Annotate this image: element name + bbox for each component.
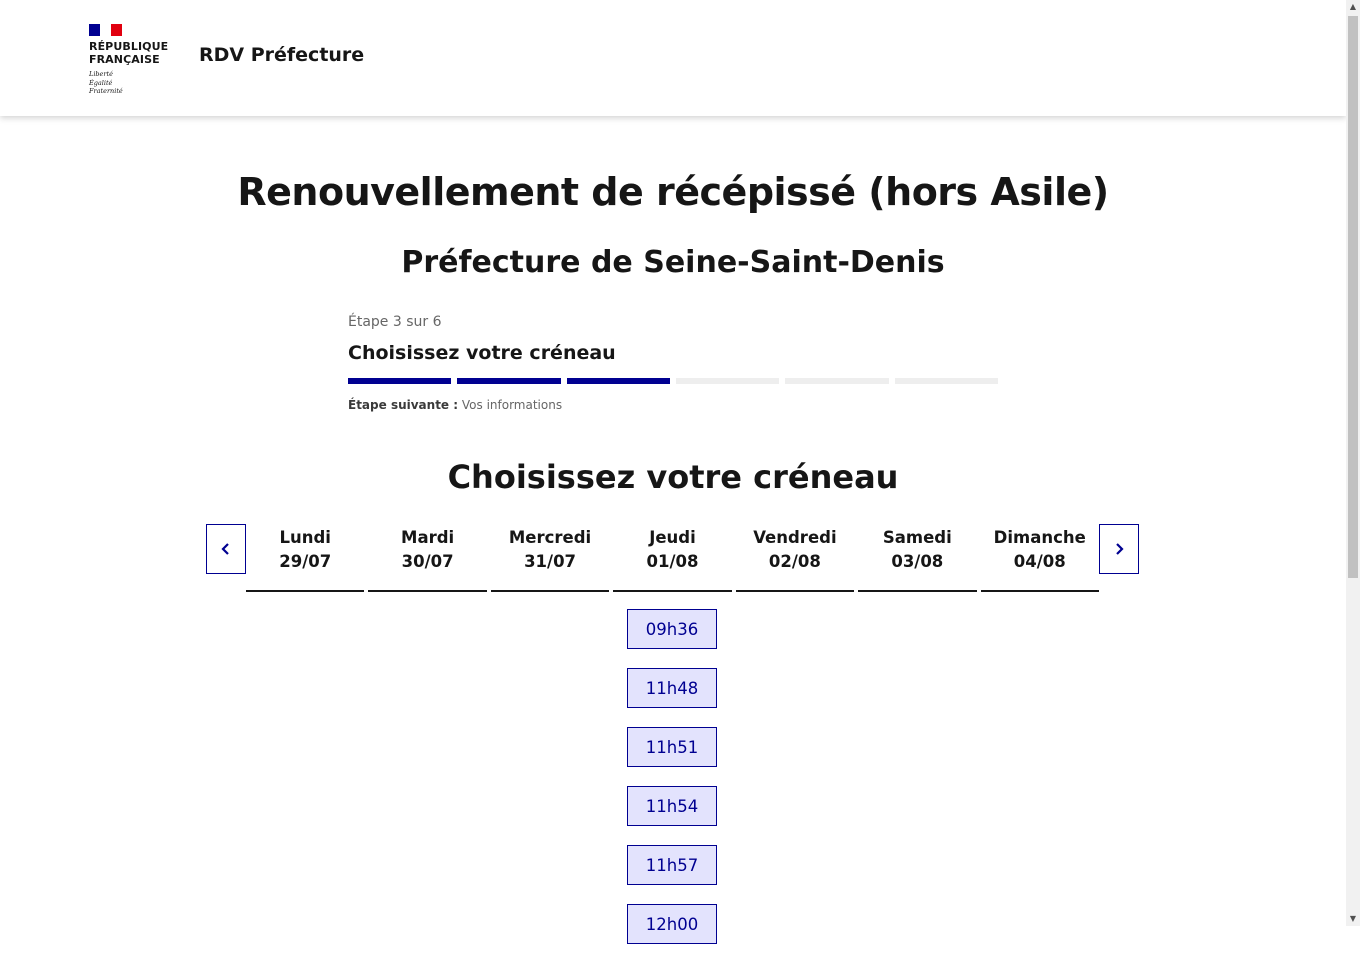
time-slot-button[interactable]: 11h48 [627,668,717,708]
stepper-progress [348,378,998,384]
stepper-segment [676,378,779,384]
stepper [348,314,998,412]
scroll-up-arrow-icon[interactable]: ▲ [1349,2,1357,11]
previous-days-button[interactable] [206,524,246,574]
day-name: Mardi [401,528,455,547]
day-name: Vendredi [753,528,837,547]
day-date: 01/08 [646,552,699,571]
stepper-segment [785,378,888,384]
day-name: Samedi [882,528,952,547]
day-date: 04/08 [1013,552,1066,571]
republique-francaise-logo[interactable] [89,24,179,96]
page-subtitle: Préfecture de Seine-Saint-Denis [401,245,945,280]
time-slot-button[interactable]: 11h54 [627,786,717,826]
next-days-button[interactable] [1099,524,1139,574]
day-column-header [981,524,1099,592]
time-slot-button[interactable]: 09h36 [627,609,717,649]
stepper-next-step [348,398,998,412]
page-title: Renouvellement de récépissé (hors Asile) [237,170,1109,214]
site-header [0,0,1346,116]
scroll-down-arrow-icon[interactable]: ▼ [1349,914,1357,923]
chevron-left-icon [220,542,232,556]
day-name: Jeudi [649,528,696,547]
stepper-next-label: Étape suivante : [348,398,459,412]
day-name: Dimanche [993,528,1086,547]
logo-text: RÉPUBLIQUE FRANÇAISE [89,40,169,66]
time-slot-button[interactable]: 12h00 [627,904,717,944]
day-date: 03/08 [891,552,944,571]
marianne-flag-icon [89,24,122,36]
day-column-header [491,524,609,592]
page-scrollbar[interactable] [1346,0,1360,926]
stepper-next-value: Vos informations [461,398,563,412]
stepper-segment [348,378,451,384]
scrollbar-thumb[interactable] [1348,16,1358,578]
stepper-title: Choisissez votre créneau [348,342,616,364]
time-slot-button[interactable]: 11h51 [627,727,717,767]
service-title[interactable]: RDV Préfecture [199,44,365,66]
day-date: 31/07 [524,552,577,571]
stepper-segment [895,378,998,384]
slots-title: Choisissez votre créneau [447,458,899,496]
day-date: 02/08 [768,552,821,571]
logo-motto: Liberté Égalité Fraternité [89,70,123,95]
time-slot-list [627,609,717,963]
day-column-header [246,524,364,592]
stepper-segment [567,378,670,384]
day-column-header [736,524,854,592]
day-date: 29/07 [279,552,332,571]
day-name: Lundi [279,528,331,547]
day-date: 30/07 [401,552,454,571]
stepper-segment [457,378,560,384]
time-slot-button[interactable]: 11h57 [627,845,717,885]
stepper-state: Étape 3 sur 6 [348,314,442,330]
chevron-right-icon [1113,542,1125,556]
days-row [246,524,1099,592]
day-name: Mercredi [508,528,592,547]
day-column-header [613,524,731,592]
day-column-header [858,524,976,592]
day-column-header [368,524,486,592]
